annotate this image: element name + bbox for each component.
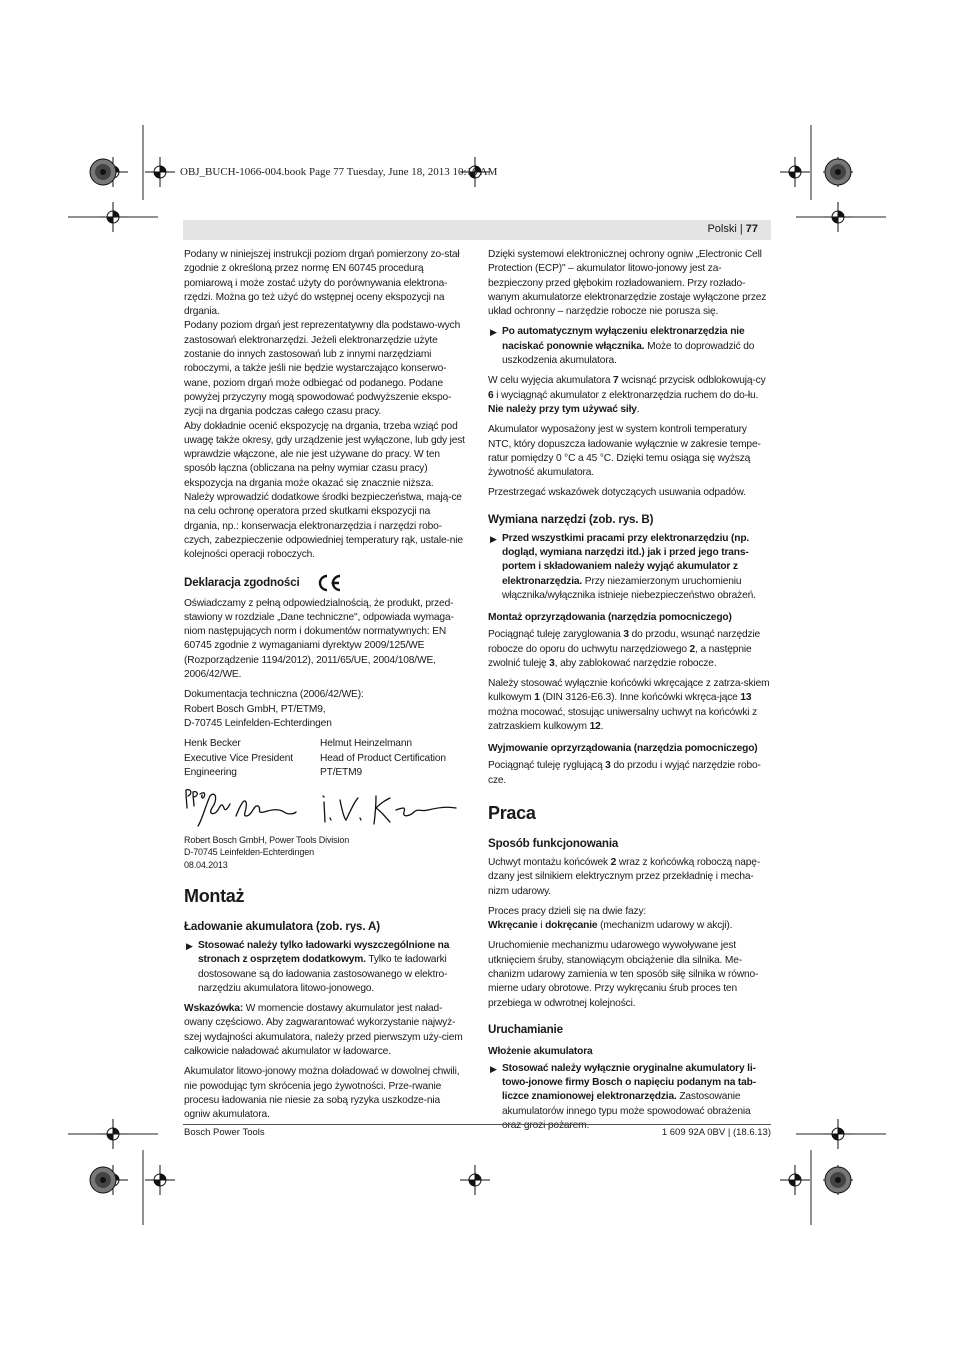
left-column	[184, 248, 467, 1129]
paragraph: Proces pracy dzieli się na dwie fazy:	[488, 905, 647, 917]
paragraph: Pociągnąć tuleję zaryglowania 3 do przodu, wsunąć narzędzie robocze do oporu do uchwytu narzędziowego 2, a następnie zwolnić tuleję 3, aby zablokować narzędzie robocze.	[488, 629, 761, 669]
crosshair-registration-icon	[460, 1165, 490, 1195]
paragraph: Akumulator wyposażony jest w system kontroli temperatury NTC, który dopuszcza ładowanie wyłącznie w zakresie tempe-ratur pomiędzy 0 °C a 45 °C. Dzięki temu osiąga się wyższą żywotność akumulatora.	[488, 424, 761, 479]
color-target-icon	[824, 158, 852, 186]
paragraph: Podany w niniejszej instrukcji poziom drgań pomierzony zo-stał zgodnie z określoną przez normę EN 60745 procedurą pomiarową i może zostać użyty do porównywania elektrona-rzędzi. Można go też użyć do wstępnej oceny ekspozycji na drgania.	[184, 249, 460, 318]
triangle-right-icon: ▶	[186, 940, 193, 951]
footer-rule	[183, 1124, 771, 1125]
triangle-right-icon: ▶	[490, 327, 497, 338]
note-paragraph: Wskazówka: W momencie dostawy akumulator jest naład-owany częściowo. Aby zagwarantować wykorzystanie najwyż-szej wydajności akumulatora, należy przed pierwszym uży-ciem całkowicie naładować akumulator w ładowarce.	[184, 1003, 463, 1058]
paragraph: Dzięki systemowi elektronicznej ochrony ogniw „Electronic Cell Protection (ECP)" – akumulator litowo-jonowy jest za-bezpieczony przed głębokim rozładowaniem. Przy rozłado-wanym akumulatorze elektronarzędzie zostaje wyłączone przez układ ochronny – narzędzie robocze nie porusza się.	[488, 249, 767, 318]
crosshair-registration-icon	[145, 157, 175, 187]
safety-bullet: ▶ Przed wszystkimi pracami przy elektronarzędziu (np. dogląd, wymiana narzędzi itd.) jak i przed jego trans-portem i składowaniem należy wyjąć akumulator z elektronarzędzia. Przy niezamierzonym uruchomieniu włącznika/wyłącznika istnieje niebezpieczeństwo obrażeń.	[490, 532, 756, 601]
text-line: Robert Bosch GmbH, Power Tools Division	[184, 835, 350, 846]
safety-bullet: ▶ Po automatycznym wyłączeniu elektronarzędzia nie naciskać ponownie włącznika. Może to doprowadzić do uszkodzenia akumulatora.	[490, 326, 755, 367]
paragraph: Uchwyt montażu końcówek 2 wraz z końcówką roboczą napę-dzany jest silnikiem elektrycznym przez przekładnię i mecha-nizm udarowy.	[488, 856, 761, 897]
footer-doc-number: 1 609 92A 0BV | (18.6.13)	[661, 1127, 771, 1138]
page-number: 77	[745, 223, 758, 235]
signatory-titles: Engineering PT/ETM9	[184, 766, 362, 778]
chapter-heading: Praca	[488, 802, 536, 823]
color-target-icon	[89, 158, 117, 186]
paragraph: Pociągnąć tuleję ryglującą 3 do przodu i wyjąć narzędzie robo-cze.	[488, 760, 761, 786]
section-heading: Wymiana narzędzi (zob. rys. B)	[488, 512, 654, 526]
text-line: 08.04.2013	[184, 859, 228, 870]
crosshair-registration-icon	[98, 1119, 128, 1149]
crosshair-registration-icon	[823, 202, 853, 232]
subsection-heading: Włożenie akumulatora	[488, 1045, 593, 1057]
page-header	[707, 223, 758, 235]
triangle-right-icon: ▶	[490, 1063, 497, 1074]
paragraph: Oświadczamy z pełną odpowiedzialnością, że produkt, przed-stawiony w rozdziale „Dane techniczne", odpowiada wymaga-niom następujących norm i dokumentów normatywnych: EN 60745 zgodnie z wymaganiami dyrektyw 2009/125/WE (Rozporządzenie 1194/2012), 2011/65/UE, 2004/108/WE, 2006/42/WE.	[184, 597, 454, 681]
crosshair-registration-icon	[780, 157, 810, 187]
paragraph: Akumulator litowo-jonowy można doładować w dowolnej chwili, nie powodując tym skrócenia jego żywotności. Prze-rwanie procesu ładowania nie niesie za sobą ryzyka uszkodze-nia ogniw akumulatora.	[184, 1066, 460, 1121]
crosshair-registration-icon	[780, 1165, 810, 1195]
section-heading: Ładowanie akumulatora (zob. rys. A)	[184, 919, 380, 933]
subsection-heading: Wyjmowanie oprzyrządowania (narzędzia pomocniczego)	[488, 743, 758, 755]
signatory-names: Henk Becker Helmut Heinzelmann	[184, 738, 412, 750]
text-line: D-70745 Leinfelden-Echterdingen	[184, 847, 314, 858]
text-line: Robert Bosch GmbH, PT/ETM9,	[184, 703, 326, 715]
right-column	[488, 248, 771, 1139]
crosshair-registration-icon	[98, 202, 128, 232]
paragraph: Uruchomienie mechanizmu udarowego wywoływane jest utknięciem śruby, stanowiącym obciążenie dla silnika. Me-chanizm udarowy zamienia w ten sposób siłę silnika w równo-mierne udary obrotowe. Przy wykręcaniu śrub proces ten przebiega w odwrotnej kolejności.	[488, 940, 759, 1009]
paragraph: Przestrzegać wskazówek dotyczących usuwania odpadów.	[488, 487, 746, 499]
crosshair-registration-icon	[823, 1119, 853, 1149]
footer-brand: Bosch Power Tools	[184, 1127, 265, 1138]
section-heading: Sposób funkcjonowania	[488, 836, 619, 850]
section-heading: Deklaracja zgodności	[184, 574, 467, 592]
ce-mark-icon	[317, 574, 343, 592]
crosshair-registration-icon	[145, 1165, 175, 1195]
paragraph: Należy stosować wyłącznie końcówki wkręcające z zatrza-skiem kulkowym 1 (DIN 3126-E6.3). Inne końcówki wkręca-jące 13 można mocować, stosując uniwersalny uchwyt na końcówki z zatrzaskiem kulkowym 12.	[488, 678, 770, 733]
header-language: Polski |	[707, 223, 746, 235]
subsection-heading: Montaż oprzyrządowania (narzędzia pomocniczego)	[488, 612, 732, 624]
header-bar	[183, 220, 771, 240]
color-target-icon	[89, 1166, 117, 1194]
color-target-icon	[824, 1166, 852, 1194]
paragraph: Podany poziom drgań jest reprezentatywny dla podstawo-wych zastosowań elektronarzędzi. Jeżeli elektronarzędzie użyte zostanie do innych zastosowań lub z innymi narzędziami roboczymi, a także jeśli nie będzie wystarczająco konserwo-wane, poziom drgań może odbiegać od podanego. Podane powyżej przyczyny mogą spowodować podwyższenie ekspo-zycji na drgania podczas całego czasu pracy.	[184, 320, 461, 418]
paragraph: Należy wprowadzić dodatkowe środki bezpieczeństwa, mają-ce na celu ochronę operatora przed skutkami ekspozycji na drgania, np.: konserwacja elektronarzędzia i narzędzi robo-czych, zabezpieczenie odpowiedniej temperatury rąk, ustale-nie kolejności operacji roboczych.	[184, 492, 463, 561]
handwritten-signatures	[184, 786, 464, 832]
text-line: D-70745 Leinfelden-Echterdingen	[184, 717, 332, 729]
text-line: Dokumentacja techniczna (2006/42/WE):	[184, 689, 364, 701]
paragraph: W celu wyjęcia akumulatora 7 wcisnąć przycisk odblokowują-cy 6 i wyciągnąć akumulator z elektronarzędzia ruchem do do-łu. Nie należy przy tym używać siły.	[488, 375, 766, 415]
safety-bullet: ▶ Stosować należy tylko ładowarki wyszczególnione na stronach z osprzętem dodatkowym. Tylko te ładowarki dostosowane są do ładowania zastosowanego w elektro-narzędziu akumulatora litowo-jonowego.	[186, 939, 450, 994]
paragraph: Aby dokładnie ocenić ekspozycję na drgania, trzeba wziąć pod uwagę także okresy, gdy urządzenie jest wyłączone, lub gdy jest wprawdzie włączone, ale nie jest używane do pracy. W ten sposób łączna (obliczana na pełny wymiar czasu pracy) ekspozycja na drgania może okazać się znacznie niższa.	[184, 420, 465, 489]
signatory-titles: Executive Vice President Head of Product Certification	[184, 752, 446, 764]
triangle-right-icon: ▶	[490, 533, 497, 544]
chapter-heading: Montaż	[184, 885, 245, 906]
paragraph: Wkręcanie i dokręcanie (mechanizm udarowy w akcji).	[488, 920, 733, 932]
section-heading: Uruchamianie	[488, 1022, 563, 1036]
print-slug: OBJ_BUCH-1066-004.book Page 77 Tuesday, June 18, 2013 10:16 AM	[180, 166, 498, 178]
safety-bullet: ▶ Stosować należy wyłącznie oryginalne akumulatory li-towo-jonowe firmy Bosch o napięciu podanym na tab-liczce znamionowej elektronarzędzia. Zastosowanie akumulatorów innego typu może spowodować obrażenia oraz grozi pożarem.	[490, 1062, 756, 1132]
